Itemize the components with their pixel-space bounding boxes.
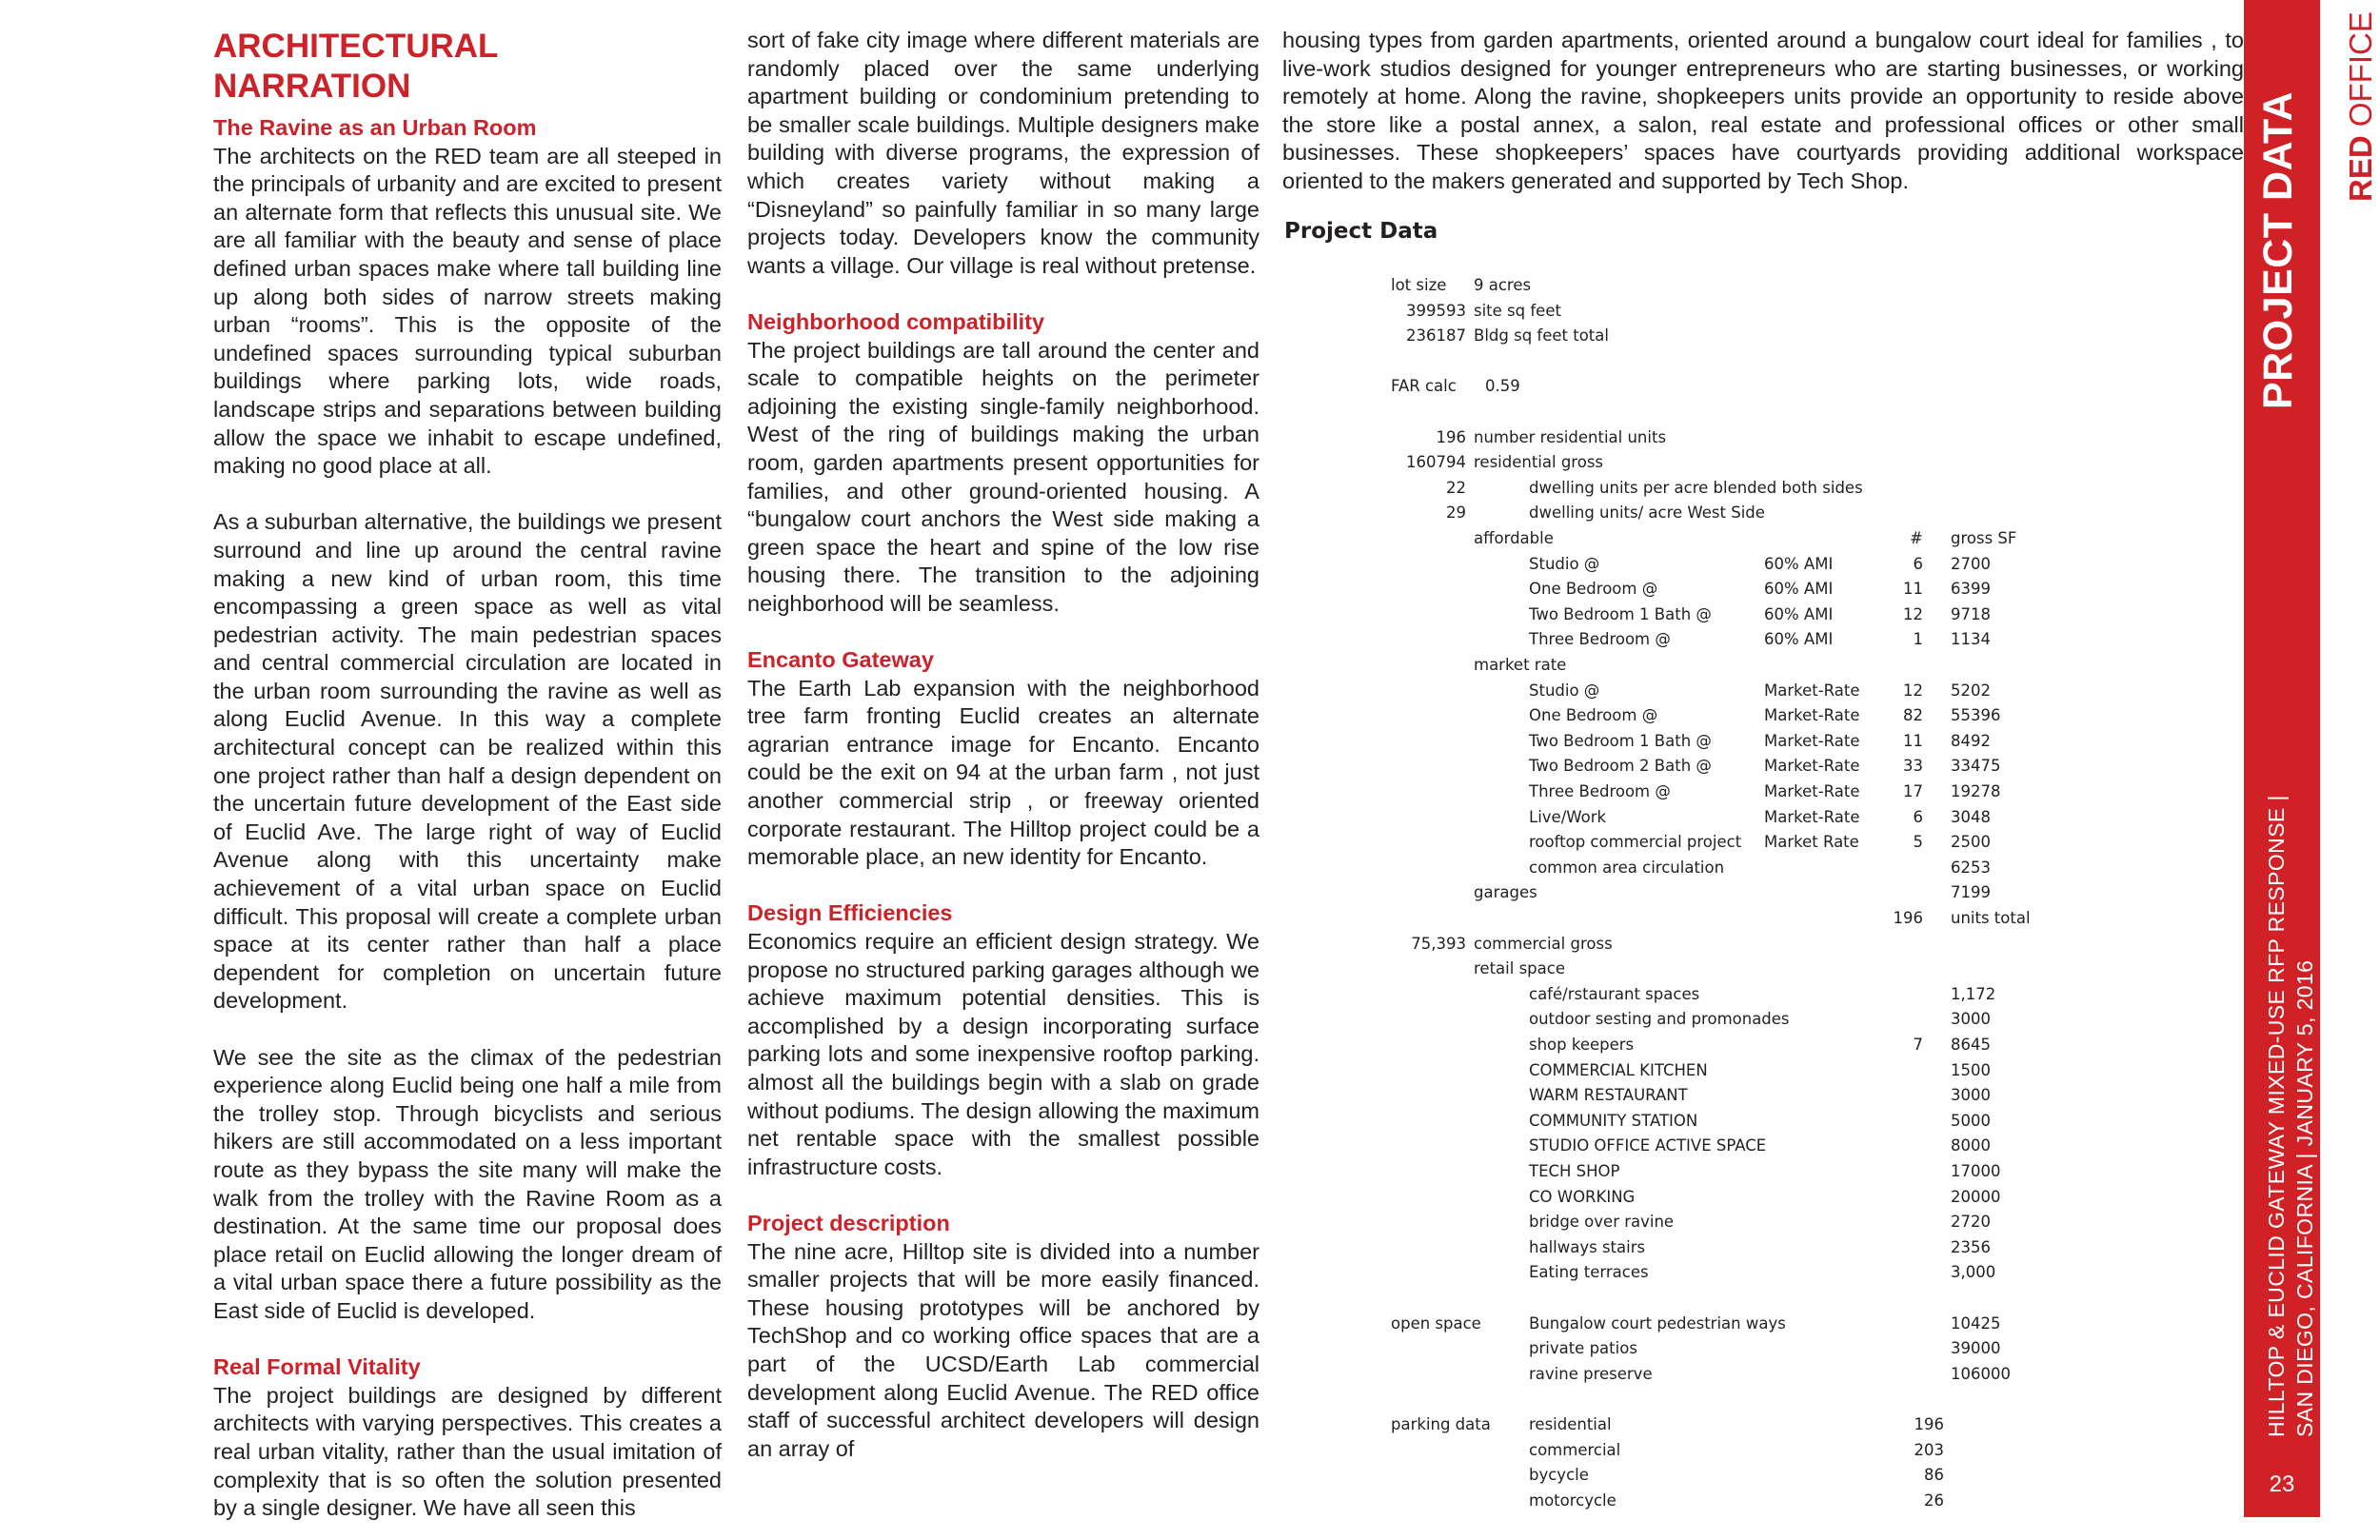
retail-sf: 5000 xyxy=(1951,1111,1991,1130)
market-sf: 2500 xyxy=(1951,833,1991,852)
far-label: FAR calc xyxy=(1391,377,1457,396)
du-acre-both-label: dwelling units per acre blended both sides xyxy=(1529,478,1863,497)
retail-sf: 1,172 xyxy=(1951,984,1996,1003)
market-unit-type: Live/Work xyxy=(1529,807,1607,826)
affordable-unit-type: Studio @ xyxy=(1529,554,1600,573)
market-rate: Market-Rate xyxy=(1764,731,1860,750)
open-space-sf: 106000 xyxy=(1951,1364,2011,1383)
market-count: 11 xyxy=(1903,731,1923,750)
retail-item: outdoor sesting and promonades xyxy=(1529,1010,1790,1029)
neighborhood-paragraph: The project buildings are tall around the center and scale to compatible heights on the perimeter adjoining the existing single-family neighborhood. West of the ring of buildings making the urban room, garden apartments present opportunities for families, and other ground-oriented housing. A “bungalow court anchors the West side making a green space the heart and spine of the low rise housing there. The transition to the adjoining neighborhood will be seamless. xyxy=(747,337,1259,616)
description-heading: Project description xyxy=(747,1210,950,1235)
market-count: 12 xyxy=(1903,681,1923,700)
gross-sf-header: gross SF xyxy=(1951,529,2017,547)
retail-item: bridge over ravine xyxy=(1529,1213,1675,1232)
market-unit-type: One Bedroom @ xyxy=(1529,706,1658,725)
res-units-value: 196 xyxy=(1436,427,1466,446)
ravine-paragraph-1: The architects on the RED team are all steeped in the principals of urbanity and are excited to present an alternate form that reflects this unusual site. We are all familiar with the beauty and sense of place defined urban spaces make where tall building line up along both sides of narrow streets making urban “rooms”. This is the opposite of the undefined spaces surrounding typical suburban buildings where parking lots, wide roads, landscape strips and separations between building allow the space we inhabit to escape undefined, making no good place at all. xyxy=(213,143,722,479)
affordable-sf: 2700 xyxy=(1951,554,1991,573)
units-total-count: 196 xyxy=(1893,909,1923,927)
market-rate: Market-Rate xyxy=(1764,681,1860,700)
retail-sf: 8645 xyxy=(1951,1036,1991,1054)
open-space-sf: 39000 xyxy=(1951,1339,2001,1358)
market-count: 33 xyxy=(1903,757,1923,776)
res-units-label: number residential units xyxy=(1474,427,1667,446)
market-count: 17 xyxy=(1903,782,1923,800)
retail-item: COMMERCIAL KITCHEN xyxy=(1529,1060,1708,1079)
narration-column-3 xyxy=(1282,27,2244,196)
market-count: 82 xyxy=(1903,706,1923,725)
open-space-label: open space xyxy=(1391,1313,1481,1333)
parking-count: 26 xyxy=(1924,1491,1944,1510)
retail-item: STUDIO OFFICE ACTIVE SPACE xyxy=(1529,1136,1767,1155)
market-unit-type: rooftop commercial project xyxy=(1529,833,1742,852)
retail-item: shop keepers xyxy=(1529,1036,1635,1054)
retail-item: café/rstaurant spaces xyxy=(1529,984,1700,1003)
narration-column-2 xyxy=(747,27,1259,1463)
rfp-line: HILLTOP & EUCLID GATEWAY MIXED-USE RFP RESPONSE | xyxy=(2264,795,2289,1437)
page-title xyxy=(213,27,722,107)
affordable-count: 1 xyxy=(1913,630,1923,649)
affordable-count: 11 xyxy=(1903,580,1923,599)
open-space-item: Bungalow court pedestrian ways xyxy=(1529,1313,1786,1333)
market-sf: 8492 xyxy=(1951,731,1991,750)
retail-sf: 1500 xyxy=(1951,1060,1991,1079)
open-space-item: private patios xyxy=(1529,1339,1637,1358)
count-header: # xyxy=(1910,529,1923,547)
affordable-sf: 9718 xyxy=(1951,604,1991,623)
parking-data-label: parking data xyxy=(1391,1415,1491,1433)
sidebar-title: PROJECT DATA xyxy=(2255,90,2301,409)
affordable-sf: 1134 xyxy=(1951,630,1991,649)
market-rate: Market-Rate xyxy=(1764,706,1860,725)
retail-sf: 2720 xyxy=(1951,1213,1991,1232)
market-sf: 6253 xyxy=(1951,858,1991,877)
affordable-sf: 6399 xyxy=(1951,580,1991,599)
affordable-count: 12 xyxy=(1903,604,1923,623)
parking-item: commercial xyxy=(1529,1440,1621,1459)
market-rate: Market-Rate xyxy=(1764,807,1860,826)
affordable-unit-type: One Bedroom @ xyxy=(1529,580,1658,599)
market-sf: 55396 xyxy=(1951,706,2001,725)
design-paragraph: Economics require an efficient design strategy. We propose no structured parking garages although we achieve maximum potential densities. This is accomplished by a design incorporating surface parking lots and some inexpensive rooftop parking. almost all the buildings begin with a slab on grade without podiums. The design allowing the maximum net rentable space with the smallest possible infrastructure costs. xyxy=(747,929,1259,1179)
du-acre-west-label: dwelling units/ acre West Side xyxy=(1529,503,1765,523)
retail-item: hallways stairs xyxy=(1529,1237,1646,1256)
description-paragraph-continued: housing types from garden apartments, oriented around a bungalow court ideal for families , to live-work studios designed for younger entrepreneurs who are starting businesses, or working remotely at home. Along the ravine, shopkeepers units provide an opportunity to reside above the store like a postal annex, a salon, real estate and professional offices or other small businesses. These shopkeepers’ spaces have courtyards providing additional workspace oriented to the makers generated and supported by Tech Shop. xyxy=(1282,28,2244,193)
narration-column-1 xyxy=(213,27,722,1523)
affordable-count: 6 xyxy=(1913,554,1923,573)
market-rate: Market Rate xyxy=(1764,833,1859,852)
encanto-paragraph: The Earth Lab expansion with the neighborhood tree farm fronting Euclid creates an alternate agrarian entrance image for Encanto. Encanto could be the exit on 94 at the urban farm , not just another commercial strip , or freeway oriented corporate restaurant. The Hilltop project could be a memorable place, an new identity for Encanto. xyxy=(747,675,1259,870)
open-space-item: ravine preserve xyxy=(1529,1364,1653,1383)
units-total-label: units total xyxy=(1951,909,2031,927)
encanto-heading: Encanto Gateway xyxy=(747,647,934,673)
market-count: 5 xyxy=(1913,833,1923,852)
project-data-heading: Project Data xyxy=(1284,219,1438,244)
retail-item: Eating terraces xyxy=(1529,1263,1649,1282)
garages-sf: 7199 xyxy=(1951,883,1991,902)
retail-space-label: retail space xyxy=(1474,959,1565,978)
vitality-heading: Real Formal Vitality xyxy=(213,1354,421,1380)
affordable-unit-type: Two Bedroom 1 Bath @ xyxy=(1529,604,1712,623)
ravine-paragraph-2: As a suburban alternative, the buildings we present surround and line up around the central ravine making a new kind of urban room, this time encompassing a green space as well as vital pedestrian activity. The main pedestrian spaces and central commercial circulation are located in the urban room surrounding the ravine as well as along Euclid Avenue. In this way a complete architectural concept can be realized within this one project rather than half a design dependent on the uncertain future development of the East side of Euclid Ave. The large right of way of Euclid Avenue along with this uncertainty make achievement of a vital urban space on Euclid difficult. This proposal will create a complete urban space at its center rather than half a place dependent for completion on uncertain future development. xyxy=(213,509,722,1014)
vitality-paragraph-start: The project buildings are designed by different architects with varying perspectives. This creates a real urban vitality, rather than the usual imitation of complexity that is so often the solution presented by a single designer. We have all seen this xyxy=(213,1382,722,1521)
retail-item: WARM RESTAURANT xyxy=(1529,1086,1688,1105)
market-sf: 3048 xyxy=(1951,807,1991,826)
market-rate: Market-Rate xyxy=(1764,757,1860,776)
parking-count: 196 xyxy=(1914,1415,1944,1433)
lot-size-value: 9 acres xyxy=(1474,276,1532,294)
market-sf: 33475 xyxy=(1951,757,2001,776)
affordable-rate: 60% AMI xyxy=(1764,554,1834,573)
res-gross-label: residential gross xyxy=(1474,453,1604,472)
retail-sf: 2356 xyxy=(1951,1237,1991,1256)
parking-item: motorcycle xyxy=(1529,1491,1616,1510)
site-sqft-label: site sq feet xyxy=(1474,301,1561,320)
vitality-paragraph-continued: sort of fake city image where different materials are randomly placed over the same underlying apartment building or condominium pretending to be smaller scale buildings. Multiple designers make building with diverse programs, the expression of which creates variety without making a “Disneyland” so painfully familiar in so many large projects today. Developers know the community wants a village. Our village is real without pretense. xyxy=(747,28,1259,278)
retail-sf: 3,000 xyxy=(1951,1263,1996,1282)
retail-sf: 8000 xyxy=(1951,1136,1991,1155)
market-unit-type: Studio @ xyxy=(1529,681,1600,700)
location-date-line: SAN DIEGO, CALIFORNIA | JANUARY 5, 2016 xyxy=(2292,959,2317,1437)
market-sf: 5202 xyxy=(1951,681,1991,700)
affordable-rate: 60% AMI xyxy=(1764,604,1834,623)
retail-item: COMMUNITY STATION xyxy=(1529,1111,1698,1130)
market-rate: Market-Rate xyxy=(1764,782,1860,800)
office-logo xyxy=(2342,11,2380,202)
lot-size-label: lot size xyxy=(1391,276,1447,294)
description-paragraph-start: The nine acre, Hilltop site is divided into a number smaller projects that will be more easily financed. These housing prototypes will be anchored by TechShop and co working office spaces that are a part of the UCSD/Earth Lab commercial development along Euclid Avenue. The RED office staff of successful architect developers will design an array of xyxy=(747,1238,1259,1461)
page-number: 23 xyxy=(2269,1471,2295,1497)
ravine-paragraph-3: We see the site as the climax of the pedestrian experience along Euclid being one half a mile from the trolley stop. Through bicyclists and serious hikers are still accommodated on a less important route as they bypass the site many will make the walk from the trolley with the Ravine Room as a destination. At the same time our proposal does place retail on Euclid allowing the longer dream of a vital urban space there a future possibility as the East side of Euclid is developed. xyxy=(213,1044,722,1323)
parking-count: 86 xyxy=(1924,1466,1944,1485)
far-value: 0.59 xyxy=(1485,377,1520,396)
market-unit-type: Three Bedroom @ xyxy=(1529,782,1671,800)
market-count: 6 xyxy=(1913,807,1923,826)
market-sf: 19278 xyxy=(1951,782,2001,800)
commercial-gross-value: 75,393 xyxy=(1411,934,1466,953)
retail-sf: 3000 xyxy=(1951,1010,1991,1029)
market-unit-type: common area circulation xyxy=(1529,858,1725,877)
ravine-heading: The Ravine as an Urban Room xyxy=(213,115,537,140)
affordable-label: affordable xyxy=(1474,529,1554,547)
neighborhood-heading: Neighborhood compatibility xyxy=(747,308,1045,334)
retail-count: 7 xyxy=(1913,1036,1923,1054)
title-line-2: NARRATION xyxy=(213,68,411,105)
retail-item: CO WORKING xyxy=(1529,1187,1636,1206)
garages-label: garages xyxy=(1474,883,1537,902)
site-sqft-value: 399593 xyxy=(1406,301,1466,320)
market-rate-label: market rate xyxy=(1474,656,1567,674)
retail-sf: 3000 xyxy=(1951,1086,1991,1105)
du-acre-both-value: 22 xyxy=(1446,478,1466,497)
res-gross-value: 160794 xyxy=(1406,453,1466,472)
market-unit-type: Two Bedroom 2 Bath @ xyxy=(1529,757,1712,776)
title-line-1: ARCHITECTURAL xyxy=(213,28,499,65)
market-unit-type: Two Bedroom 1 Bath @ xyxy=(1529,731,1712,750)
parking-item: residential xyxy=(1529,1415,1612,1433)
retail-sf: 20000 xyxy=(1951,1187,2001,1206)
open-space-sf: 10425 xyxy=(1951,1313,2001,1333)
parking-count: 203 xyxy=(1914,1440,1944,1459)
retail-sf: 17000 xyxy=(1951,1162,2001,1180)
design-heading: Design Efficiencies xyxy=(747,900,953,926)
bldg-sqft-label: Bldg sq feet total xyxy=(1474,326,1609,346)
affordable-rate: 60% AMI xyxy=(1764,580,1834,599)
du-acre-west-value: 29 xyxy=(1446,503,1466,523)
commercial-gross-label: commercial gross xyxy=(1474,934,1613,953)
office-logo-red: RED xyxy=(2343,135,2378,202)
parking-item: bycycle xyxy=(1529,1466,1589,1485)
affordable-rate: 60% AMI xyxy=(1764,630,1834,649)
office-logo-rest: OFFICE xyxy=(2343,11,2378,136)
retail-item: TECH SHOP xyxy=(1529,1162,1620,1180)
bldg-sqft-value: 236187 xyxy=(1406,326,1466,346)
affordable-unit-type: Three Bedroom @ xyxy=(1529,630,1671,649)
